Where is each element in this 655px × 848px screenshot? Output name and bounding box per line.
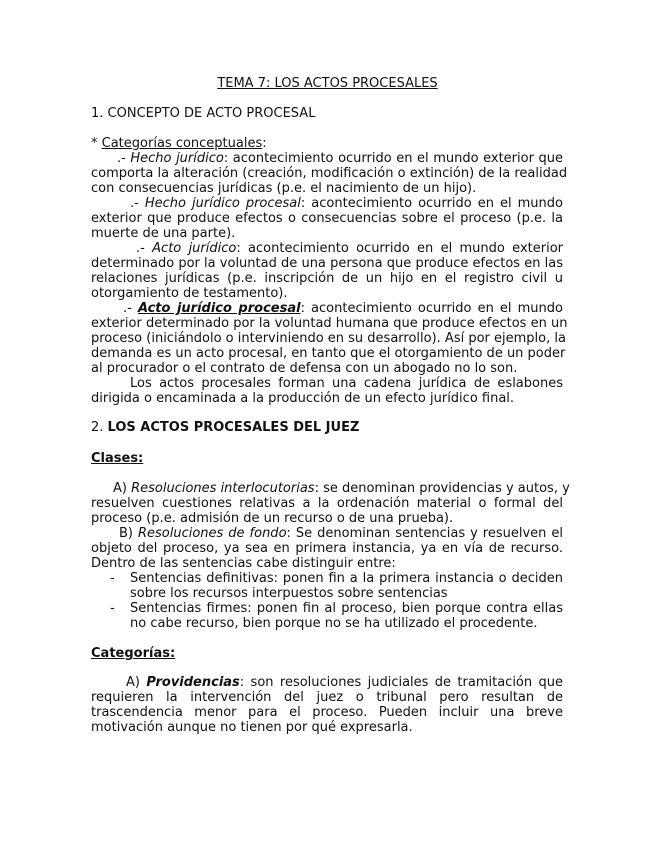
resol-interloc-line-2: resuelven cuestiones relativas a la ordenación material o formal del [91, 496, 563, 511]
acto-prefix: .- [136, 241, 153, 256]
hecho-line-1 [117, 151, 563, 166]
resol-fondo-line-3: Dentro de las sentencias cabe distinguir entre: [91, 556, 396, 571]
hproc-term: Hecho jurídico procesal [144, 196, 301, 211]
hproc-line-3: muerte de una parte). [91, 226, 236, 241]
aproc-term: Acto jurídico procesal [137, 301, 301, 316]
sent-def-line-2: sobre los recursos interpuestos sobre sentencias [130, 586, 448, 601]
hproc-line-2: exterior que produce efectos o consecuencias sobre el proceso (p.e. la [91, 211, 563, 226]
sent-firm-line-2: no cabe recurso, bien porque no se ha utilizado el procedente. [130, 616, 538, 631]
section2-heading [91, 420, 563, 435]
categorias-heading [91, 646, 563, 661]
clases-label: Clases: [91, 451, 144, 466]
hproc-text: : acontecimiento ocurrido en el mundo [300, 196, 563, 211]
aproc-line-1 [123, 301, 563, 316]
categories-label: Categorías conceptuales [101, 136, 263, 151]
aproc-line-5: al procurador o el contrato de defensa con un abogado no lo son. [91, 361, 518, 376]
resol-interloc-term: Resoluciones interlocutorias [131, 481, 315, 496]
hecho-term: Hecho jurídico [130, 151, 224, 166]
resol-fondo-line-2: objeto del proceso, ya sea en primera instancia, ya en vía de recurso. [91, 541, 563, 556]
section1-heading: 1. CONCEPTO DE ACTO PROCESAL [91, 106, 316, 121]
acto-line-1 [136, 241, 563, 256]
acto-line-4: otorgamiento de testamento). [91, 286, 288, 301]
aproc-line-2: exterior determinado por la voluntad humana que produce efectos en un [91, 316, 568, 331]
page-title: TEMA 7: LOS ACTOS PROCESALES [217, 76, 438, 91]
prov-line-3: trascendencia menor para el proceso. Pueden incluir una breve [91, 705, 563, 720]
categorias-label: Categorías: [91, 646, 176, 661]
chain-line-1: Los actos procesales forman una cadena jurídica de eslabones [130, 376, 563, 391]
sent-firm-line-1: Sentencias firmes: ponen fin al proceso, bien porque contra ellas [130, 601, 563, 616]
aproc-prefix: .- [123, 301, 138, 316]
prov-text: : son resoluciones judiciales de tramitación que [239, 675, 563, 690]
prov-term: Providencias [146, 675, 240, 690]
bullet-dash-2: - [110, 601, 115, 616]
star-bullet: * [91, 136, 102, 151]
acto-line-2: determinado por la voluntad de una persona que produce efectos en las [91, 256, 563, 271]
bullet-dash-1: - [110, 571, 115, 586]
resol-fondo-line-1 [119, 526, 563, 541]
acto-line-3: relaciones jurídicas (p.e. inscripción de un hijo en el registro civil u [91, 271, 563, 286]
sent-def-line-1: Sentencias definitivas: ponen fin a la primera instancia o deciden [130, 571, 563, 586]
hecho-line-2: comporta la alteración (creación, modificación o extinción) de la realidad [91, 166, 568, 181]
section2-heading-text: LOS ACTOS PROCESALES DEL JUEZ [107, 420, 360, 435]
aproc-text: : acontecimiento ocurrido en el mundo [300, 301, 563, 316]
prov-line-1 [126, 675, 563, 690]
clases-heading [91, 451, 563, 466]
aproc-line-3: proceso (iniciándolo o interviniendo en su desarrollo). Así por ejemplo, la [91, 331, 566, 346]
hecho-text: : acontecimiento ocurrido en el mundo exterior que [223, 151, 563, 166]
resol-interloc-prefix: A) [113, 481, 132, 496]
resol-interloc-line-1 [113, 481, 570, 496]
resol-interloc-text: : se denominan providencias y autos, y [314, 481, 570, 496]
categories-colon: : [262, 136, 267, 151]
hproc-line-1 [130, 196, 563, 211]
prov-line-2: requieren la intervención del juez o tribunal pero resultan de [91, 690, 563, 705]
aproc-line-4: demanda es un acto procesal, en tanto que el otorgamiento de un poder [91, 346, 566, 361]
chain-line-2: dirigida o encaminada a la producción de un efecto jurídico final. [91, 391, 515, 406]
resol-interloc-line-3: proceso (p.e. admisión de un recurso o de una prueba). [91, 511, 454, 526]
hecho-line-3: con consecuencias jurídicas (p.e. el nacimiento de un hijo). [91, 181, 477, 196]
resol-fondo-prefix: B) [119, 526, 138, 541]
hproc-prefix: .- [130, 196, 145, 211]
prov-prefix: A) [126, 675, 147, 690]
section2-number: 2. [91, 420, 108, 435]
resol-fondo-text: : Se denominan sentencias y resuelven el [286, 526, 564, 541]
resol-fondo-term: Resoluciones de fondo [137, 526, 287, 541]
acto-text: : acontecimiento ocurrido en el mundo exterior [236, 241, 563, 256]
acto-term: Acto jurídico [152, 241, 237, 256]
prov-line-4: motivación aunque no tienen por qué expresarla. [91, 720, 413, 735]
categories-heading [91, 136, 563, 151]
hecho-prefix: .- [117, 151, 131, 166]
